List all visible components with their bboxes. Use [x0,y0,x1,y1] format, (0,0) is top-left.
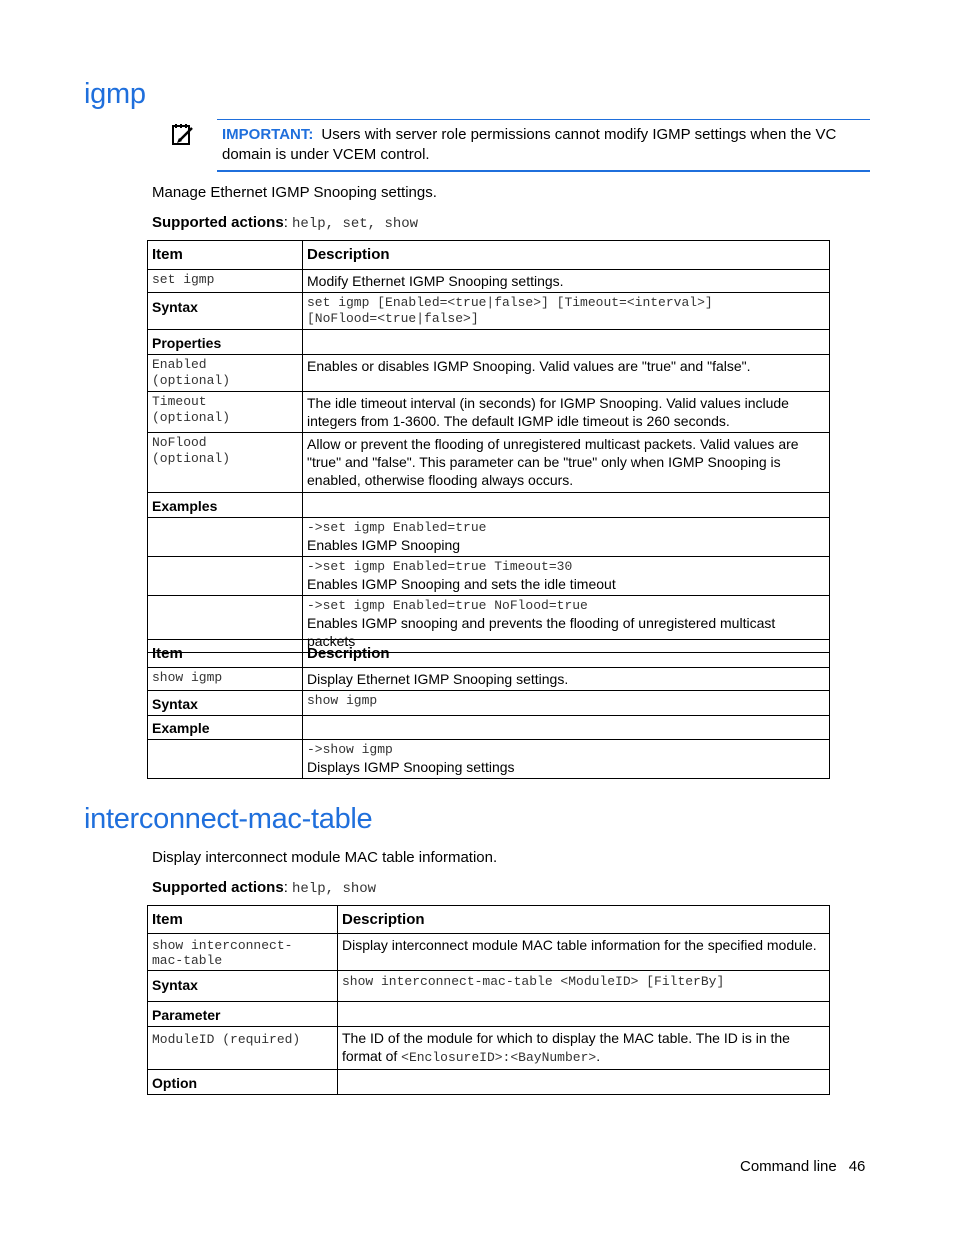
important-notepad-icon [171,123,195,147]
important-text: Users with server role permissions cannot modify IGMP settings when the VC domain is under VCEM control. [222,126,837,163]
syntax-cell [303,293,830,330]
set-igmp-table [147,240,830,653]
property-name-line: Timeout [152,394,207,409]
property-qualifier: (optional) [152,410,231,425]
header-description: Description [303,241,830,270]
syntax-line: [NoFlood=<true|false>] [307,311,479,326]
example-cell [303,740,830,779]
show-igmp-table [147,639,830,779]
header-description: Description [303,640,830,668]
header-item: Item [148,906,338,934]
command-description: Modify Ethernet IGMP Snooping settings. [303,270,830,293]
command-description: Display interconnect module MAC table information for the specified module. [338,934,830,971]
empty-cell [303,493,830,518]
syntax-cell: show interconnect-mac-table <ModuleID> [FilterBy] [338,971,830,1002]
command-cell [148,934,338,971]
important-notice [217,119,870,172]
property-description: Enables or disables IGMP Snooping. Valid values are "true" and "false". [303,355,830,392]
property-name-line: Enabled [152,357,207,372]
empty-cell [303,716,830,740]
syntax-label: Syntax [148,971,338,1002]
header-description: Description [338,906,830,934]
section-description: Display interconnect module MAC table information. [152,849,498,866]
example-code: ->show igmp [307,742,393,757]
properties-label: Properties [148,330,303,355]
header-item: Item [148,241,303,270]
supported-actions-label: Supported actions [152,879,284,896]
command-cell: set igmp [148,270,303,293]
page-footer [740,1158,865,1175]
syntax-line: set igmp [Enabled=<true|false>] [Timeout=<interval>] [307,295,713,310]
parameter-description [338,1027,830,1070]
interconnect-mac-table-table [147,905,830,1095]
command-line: mac-table [152,953,223,968]
command-description: Display Ethernet IGMP Snooping settings. [303,668,830,691]
example-description: Displays IGMP Snooping settings [307,759,515,775]
section-heading-interconnect-mac-table: interconnect-mac-table [84,803,373,835]
supported-actions: Supported actions: help, set, show [152,214,419,232]
parameter-name: ModuleID (required) [148,1027,338,1070]
examples-label: Examples [148,493,303,518]
empty-cell [148,518,303,557]
property-description: Allow or prevent the flooding of unregistered multicast packets. Valid values are "true" and "false". This parameter can be "true" only when IGMP Snooping is enabled, otherwise flooding always occurs. [303,433,830,493]
syntax-label: Syntax [148,293,303,330]
example-code: ->set igmp Enabled=true NoFlood=true [307,598,588,613]
important-label: IMPORTANT: [222,126,314,143]
empty-cell [303,330,830,355]
supported-actions-list: help, set, show [292,216,419,232]
supported-actions: Supported actions: help, show [152,879,377,897]
section-heading-igmp: igmp [84,78,146,110]
parameter-description-text: The ID of the module for which to display the MAC table. The ID is in the format of [342,1030,790,1064]
property-description: The idle timeout interval (in seconds) for IGMP Snooping. Valid values include integers from 1-3600. The default IGMP idle timeout is 260 seconds. [303,392,830,433]
supported-actions-list: help, show [292,881,377,897]
property-name [148,392,303,433]
example-description: Enables IGMP Snooping and sets the idle timeout [307,576,616,592]
example-cell [303,557,830,596]
syntax-label: Syntax [148,691,303,716]
page-number: 46 [848,1158,866,1175]
property-name [148,355,303,392]
supported-actions-label: Supported actions [152,214,284,231]
command-line: show interconnect- [152,938,293,953]
option-label: Option [148,1070,338,1095]
example-code: ->set igmp Enabled=true Timeout=30 [307,559,573,574]
example-label: Example [148,716,303,740]
example-code: ->set igmp Enabled=true [307,520,487,535]
parameter-format: <EnclosureID>:<BayNumber> [401,1050,597,1065]
property-name-line: NoFlood [152,435,207,450]
parameter-period: . [596,1048,601,1064]
property-qualifier: (optional) [152,451,231,466]
empty-cell [338,1070,830,1095]
empty-cell [148,740,303,779]
example-cell [303,518,830,557]
empty-cell [338,1002,830,1027]
section-description: Manage Ethernet IGMP Snooping settings. [152,184,437,201]
header-item: Item [148,640,303,668]
example-description: Enables IGMP snooping and prevents the flooding of unregistered multicast packets [307,615,776,649]
command-cell: show igmp [148,668,303,691]
property-name [148,433,303,493]
property-qualifier: (optional) [152,373,231,388]
syntax-cell: show igmp [303,691,830,716]
example-description: Enables IGMP Snooping [307,537,461,553]
parameter-label: Parameter [148,1002,338,1027]
footer-label: Command line [740,1158,837,1175]
empty-cell [148,557,303,596]
